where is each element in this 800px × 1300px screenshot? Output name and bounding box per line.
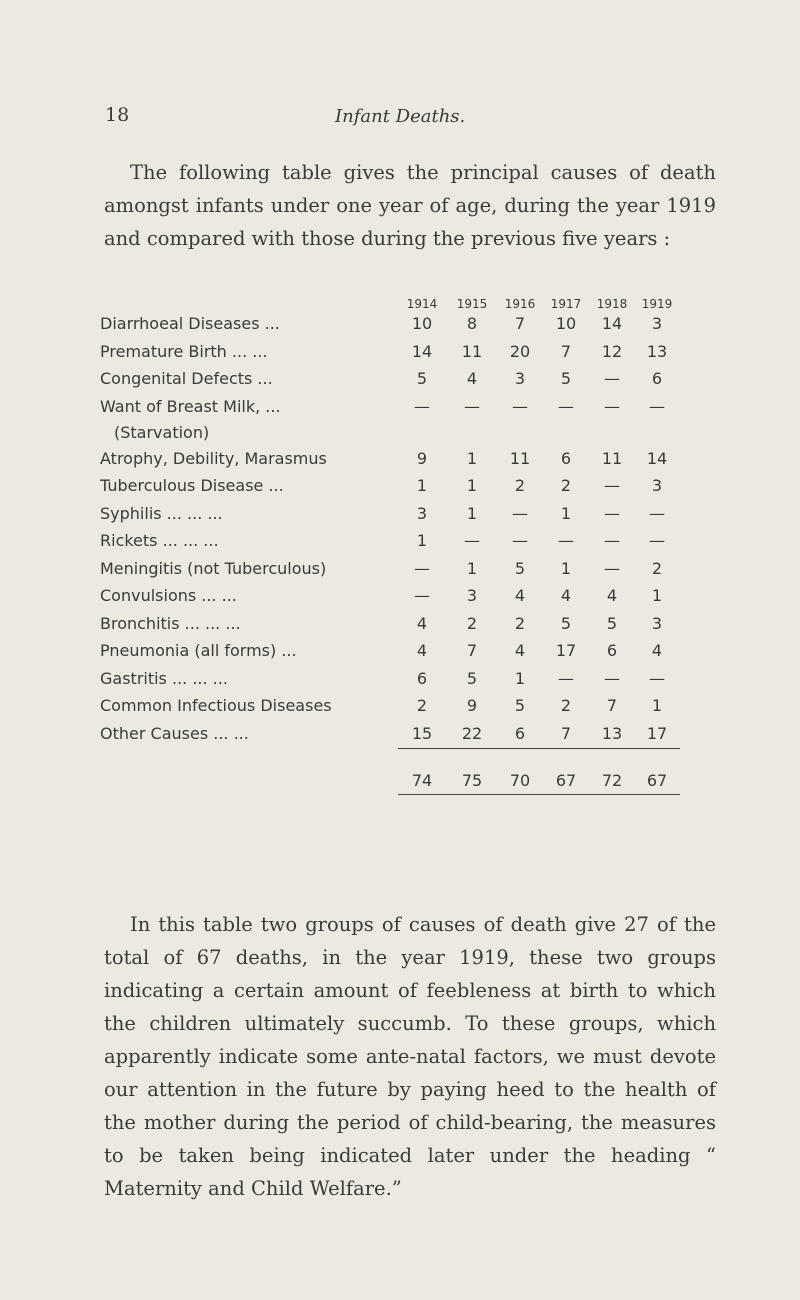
- cause-label: Convulsions: [100, 586, 197, 605]
- leader-dots: ...: [252, 369, 273, 388]
- cause-label: Meningitis (not Tuberculous): [100, 558, 327, 578]
- cause-label: Pneumonia (all forms): [100, 641, 277, 660]
- value-cell: 13: [601, 723, 623, 743]
- table-row: [100, 501, 680, 529]
- value-cell: 6: [514, 723, 526, 743]
- cause-cell: [100, 556, 398, 584]
- value-cell: 4: [416, 613, 428, 633]
- cause-cell: [100, 311, 398, 339]
- infant-deaths-table: [100, 283, 680, 821]
- leader-dots: ... ...: [226, 341, 268, 361]
- value-cell: —: [604, 476, 620, 495]
- value-cell: 14: [411, 341, 433, 361]
- value-cell: 5: [606, 613, 618, 633]
- cause-cell: [100, 721, 398, 749]
- rule-segment: [590, 795, 634, 822]
- table-row: [100, 446, 680, 474]
- value-cell: 1: [466, 558, 478, 578]
- value-cell: 11: [461, 341, 483, 361]
- total-cell: 70: [509, 771, 531, 790]
- value-cell: 14: [646, 448, 668, 468]
- rule-segment: [446, 748, 498, 762]
- header-blank: [100, 283, 398, 311]
- rule-segment: [542, 748, 590, 762]
- value-cell: 1: [466, 503, 478, 523]
- cause-label: Diarrhoeal Diseases: [100, 314, 260, 333]
- cause-cell: [100, 501, 398, 529]
- cause-cell: [100, 394, 398, 446]
- page-header: [105, 104, 725, 134]
- value-cell: 2: [651, 558, 663, 578]
- cause-label: Syphilis: [100, 503, 162, 523]
- total-cell: 74: [411, 771, 433, 790]
- table-row: [100, 366, 680, 394]
- value-cell: 17: [646, 723, 668, 743]
- cause-label: Rickets: [100, 531, 158, 550]
- leader-dots: ...: [276, 641, 297, 660]
- value-cell: 1: [560, 558, 572, 578]
- value-cell: 15: [411, 723, 433, 743]
- value-cell: —: [464, 531, 480, 550]
- table-row: [100, 611, 680, 639]
- value-cell: 2: [416, 696, 428, 715]
- rule-segment: [498, 748, 542, 762]
- value-cell: 22: [461, 723, 483, 743]
- value-cell: —: [649, 396, 665, 416]
- leader-dots: ... ... ...: [161, 503, 223, 523]
- cause-cell: [100, 583, 398, 611]
- leader-dots: ... ... ...: [157, 531, 219, 550]
- leader-dots: ...: [263, 476, 284, 495]
- value-cell: —: [649, 503, 665, 523]
- year-header: 1918: [596, 297, 628, 311]
- cause-label: Congenital Defects: [100, 369, 253, 388]
- table-row: [100, 583, 680, 611]
- rule-segment: [498, 795, 542, 822]
- table-row: [100, 339, 680, 367]
- value-cell: —: [604, 531, 620, 550]
- leader-dots: ... ... ...: [166, 668, 228, 688]
- year-header-row: [100, 283, 680, 311]
- value-cell: 8: [466, 314, 478, 333]
- cause-label: Premature Birth: [100, 341, 227, 361]
- year-header: 1917: [550, 297, 582, 311]
- value-cell: 6: [606, 641, 618, 660]
- value-cell: 7: [466, 641, 478, 660]
- value-cell: 14: [601, 314, 623, 333]
- cause-label: Gastritis: [100, 668, 167, 688]
- rule-segment: [398, 748, 446, 762]
- rule-segment: [542, 795, 590, 822]
- leader-dots: ...: [260, 396, 281, 416]
- cause-cell: [100, 693, 398, 721]
- table-row: [100, 394, 680, 446]
- value-cell: 4: [560, 586, 572, 605]
- value-cell: —: [649, 531, 665, 550]
- rule-segment: [590, 748, 634, 762]
- value-cell: 1: [514, 668, 526, 688]
- value-cell: —: [512, 503, 528, 523]
- value-cell: 2: [514, 613, 526, 633]
- value-cell: 7: [514, 314, 526, 333]
- value-cell: 1: [416, 531, 428, 550]
- value-cell: 7: [560, 341, 572, 361]
- value-cell: 4: [514, 586, 526, 605]
- value-cell: 7: [606, 696, 618, 715]
- value-cell: 4: [651, 641, 663, 660]
- cause-cell: [100, 528, 398, 556]
- value-cell: 12: [601, 341, 623, 361]
- value-cell: 1: [560, 503, 572, 523]
- value-cell: —: [604, 396, 620, 416]
- cause-label: Other Causes: [100, 723, 209, 743]
- cause-cell: [100, 339, 398, 367]
- cause-cell: [100, 638, 398, 666]
- value-cell: 4: [416, 641, 428, 660]
- cause-label: Want of Breast Milk,: [100, 396, 261, 416]
- value-cell: 6: [651, 369, 663, 388]
- rule-blank: [100, 748, 398, 762]
- table-row: [100, 311, 680, 339]
- total-cell: 67: [646, 771, 668, 790]
- total-rule-top: [100, 748, 680, 762]
- value-cell: 9: [466, 696, 478, 715]
- value-cell: 3: [416, 503, 428, 523]
- rule-segment: [634, 748, 680, 762]
- value-cell: 11: [601, 448, 623, 468]
- table-row: [100, 666, 680, 694]
- value-cell: 1: [651, 696, 663, 715]
- cause-cell: [100, 366, 398, 394]
- value-cell: 5: [514, 696, 526, 715]
- value-cell: 6: [416, 668, 428, 688]
- value-cell: 5: [514, 558, 526, 578]
- leader-dots: ... ...: [196, 586, 237, 605]
- cause-label: Atrophy, Debility, Marasmus: [100, 448, 327, 468]
- value-cell: 4: [606, 586, 618, 605]
- totals-label-blank: [100, 762, 398, 795]
- value-cell: 4: [514, 641, 526, 660]
- rule-segment: [446, 795, 498, 822]
- table-row: [100, 693, 680, 721]
- cause-cell: [100, 611, 398, 639]
- year-header: 1916: [504, 297, 536, 311]
- total-rule-bottom: [100, 795, 680, 822]
- value-cell: 6: [560, 448, 572, 468]
- leader-dots: ...: [259, 314, 280, 333]
- value-cell: —: [414, 396, 430, 416]
- value-cell: 4: [466, 369, 478, 388]
- table-row: [100, 556, 680, 584]
- value-cell: 5: [560, 369, 572, 388]
- total-cell: 67: [555, 771, 577, 790]
- table-row: [100, 638, 680, 666]
- value-cell: —: [604, 503, 620, 523]
- value-cell: 1: [416, 476, 428, 495]
- value-cell: 3: [651, 613, 663, 633]
- value-cell: 5: [560, 613, 572, 633]
- cause-label: Bronchitis: [100, 613, 180, 633]
- value-cell: 1: [466, 448, 478, 468]
- value-cell: 1: [466, 476, 478, 495]
- value-cell: —: [604, 369, 620, 388]
- cause-label: Tuberculous Disease: [100, 476, 264, 495]
- value-cell: 3: [651, 476, 663, 495]
- value-cell: 1: [651, 586, 663, 605]
- leader-dots: ... ...: [208, 723, 249, 743]
- table-row: [100, 721, 680, 749]
- rule-blank: [100, 795, 398, 822]
- year-header: 1919: [641, 297, 673, 311]
- page-number: 18: [105, 104, 130, 126]
- value-cell: 2: [466, 613, 478, 633]
- value-cell: 5: [466, 668, 478, 688]
- totals-row: [100, 762, 680, 795]
- cause-cell: [100, 473, 398, 501]
- value-cell: 13: [646, 341, 668, 361]
- cause-cell: [100, 446, 398, 474]
- year-header: 1915: [456, 297, 488, 311]
- value-cell: 10: [411, 314, 433, 333]
- value-cell: —: [558, 531, 574, 550]
- total-cell: 72: [601, 771, 623, 790]
- table-row: [100, 473, 680, 501]
- intro-paragraph: The following table gives the principal causes of death amongst infants under one year of age, during the year 1919 and compared with those during the previous five years :: [104, 161, 716, 250]
- value-cell: 10: [555, 314, 577, 333]
- leader-dots: ... ... ...: [179, 613, 241, 633]
- value-cell: 7: [560, 723, 572, 743]
- value-cell: 9: [416, 448, 428, 468]
- value-cell: 3: [514, 369, 526, 388]
- cause-cell: [100, 666, 398, 694]
- value-cell: —: [558, 396, 574, 416]
- value-cell: —: [414, 558, 430, 578]
- value-cell: —: [558, 668, 574, 688]
- year-header: 1914: [406, 297, 438, 311]
- rule-segment: [634, 795, 680, 822]
- value-cell: 2: [560, 476, 572, 495]
- value-cell: —: [512, 396, 528, 416]
- value-cell: 17: [555, 641, 577, 660]
- cause-label: Common Infectious Diseases: [100, 696, 332, 715]
- value-cell: 3: [466, 586, 478, 605]
- value-cell: 11: [509, 448, 531, 468]
- cause-sublabel: (Starvation): [114, 422, 210, 442]
- value-cell: 2: [560, 696, 572, 715]
- value-cell: 5: [416, 369, 428, 388]
- value-cell: —: [604, 558, 620, 578]
- rule-segment: [398, 795, 446, 822]
- conclusion-paragraph: In this table two groups of causes of death give 27 of the total of 67 deaths, in the year 1919, these two groups indicating a certain amount of feebleness at birth to which the children ultimately succumb. To these groups, which apparently indicate some ante-natal factors, we must devote our attention in the future by paying heed to the health of the mother during the period of child-bearing, the measures to be taken being indicated later under the heading “ Maternity and Child Welfare.”: [104, 913, 716, 1200]
- value-cell: —: [512, 531, 528, 550]
- value-cell: 2: [514, 476, 526, 495]
- value-cell: —: [464, 396, 480, 416]
- value-cell: —: [649, 668, 665, 688]
- value-cell: —: [414, 586, 430, 605]
- table-row: [100, 528, 680, 556]
- running-title: Infant Deaths.: [335, 106, 466, 127]
- total-cell: 75: [461, 771, 483, 790]
- value-cell: 3: [651, 314, 663, 333]
- value-cell: —: [604, 668, 620, 688]
- value-cell: 20: [509, 341, 531, 361]
